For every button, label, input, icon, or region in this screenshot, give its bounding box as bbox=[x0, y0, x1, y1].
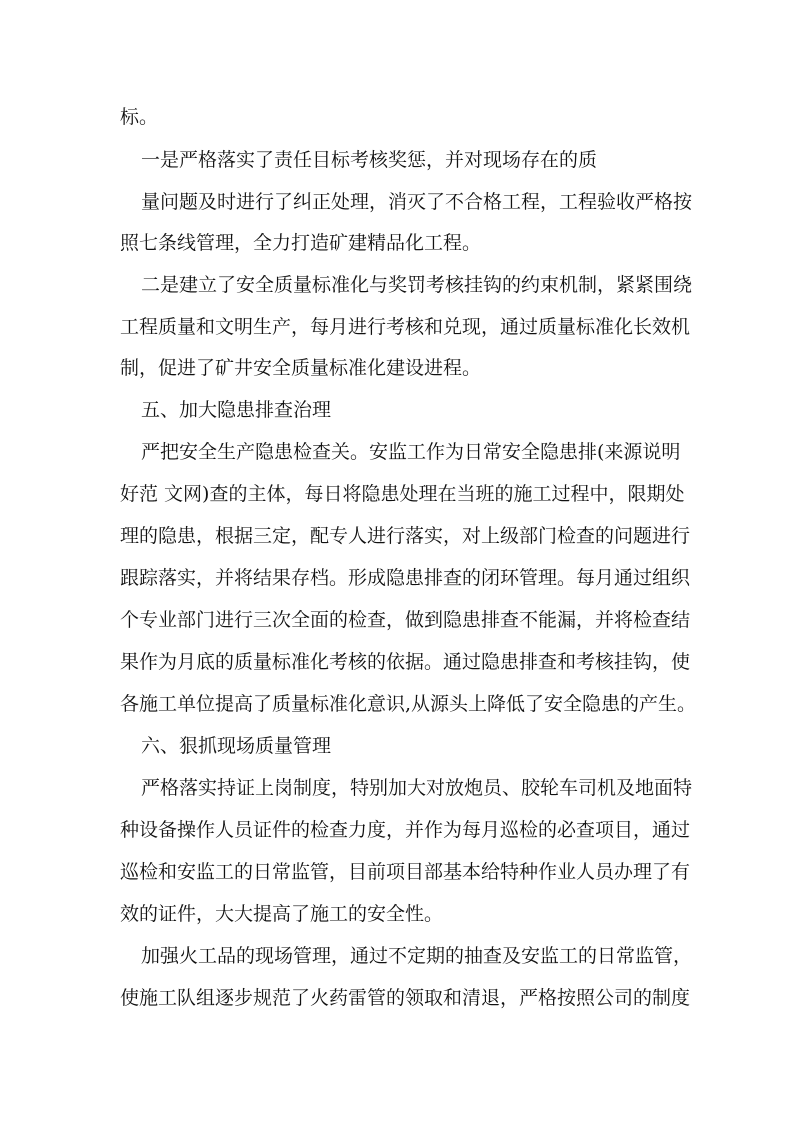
text-line-22: 使施工队组逐步规范了火药雷管的领取和清退，严格按照公司的制度 bbox=[120, 987, 691, 1009]
section-heading-5: 五、加大隐患排查治理 bbox=[141, 399, 332, 421]
section-heading-6: 六、狠抓现场质量管理 bbox=[141, 735, 332, 757]
text-line-9: 严把安全生产隐患检查关。安监工作为日常安全隐患排(来源说明 bbox=[141, 441, 681, 463]
text-line-6: 工程质量和文明生产，每月进行考核和兑现，通过质量标准化长效机 bbox=[120, 316, 691, 338]
text-line-3: 量问题及时进行了纠正处理，消灭了不合格工程，工程验收严格按 bbox=[141, 191, 693, 213]
text-line-19: 巡检和安监工的日常监管，目前项目部基本给特种作业人员办理了有 bbox=[120, 861, 691, 883]
text-line-17: 严格落实持证上岗制度，特别加大对放炮员、胶轮车司机及地面特 bbox=[141, 777, 693, 799]
text-line-10: 好范 文网)查的主体，每日将隐患处理在当班的施工过程中，限期处 bbox=[120, 483, 685, 505]
text-line-15: 各施工单位提高了质量标准化意识,从源头上降低了安全隐患的产生。 bbox=[120, 693, 697, 715]
text-line-4: 照七条线管理，全力打造矿建精品化工程。 bbox=[120, 232, 482, 254]
text-line-12: 跟踪落实，并将结果存档。形成隐患排查的闭环管理。每月通过组织 bbox=[120, 567, 691, 589]
text-line-5: 二是建立了安全质量标准化与奖罚考核挂钩的约束机制，紧紧围绕 bbox=[141, 274, 693, 296]
text-line-14: 果作为月底的质量标准化考核的依据。通过隐患排查和考核挂钩，使 bbox=[120, 651, 691, 673]
text-line-2: 一是严格落实了责任目标考核奖惩，并对现场存在的质 bbox=[141, 149, 598, 171]
text-line-13: 个专业部门进行三次全面的检查，做到隐患排查不能漏，并将检查结 bbox=[120, 609, 691, 631]
text-line-18: 种设备操作人员证件的检查力度，并作为每月巡检的必查项目，通过 bbox=[120, 819, 691, 841]
text-line-11: 理的隐患，根据三定，配专人进行落实，对上级部门检查的问题进行 bbox=[120, 525, 691, 547]
text-line-1: 标。 bbox=[120, 106, 159, 128]
text-line-7: 制，促进了矿井安全质量标准化建设进程。 bbox=[120, 357, 482, 379]
text-line-20: 效的证件，大大提高了施工的安全性。 bbox=[120, 903, 444, 925]
text-line-21: 加强火工品的现场管理，通过不定期的抽查及安监工的日常监管， bbox=[141, 945, 693, 967]
